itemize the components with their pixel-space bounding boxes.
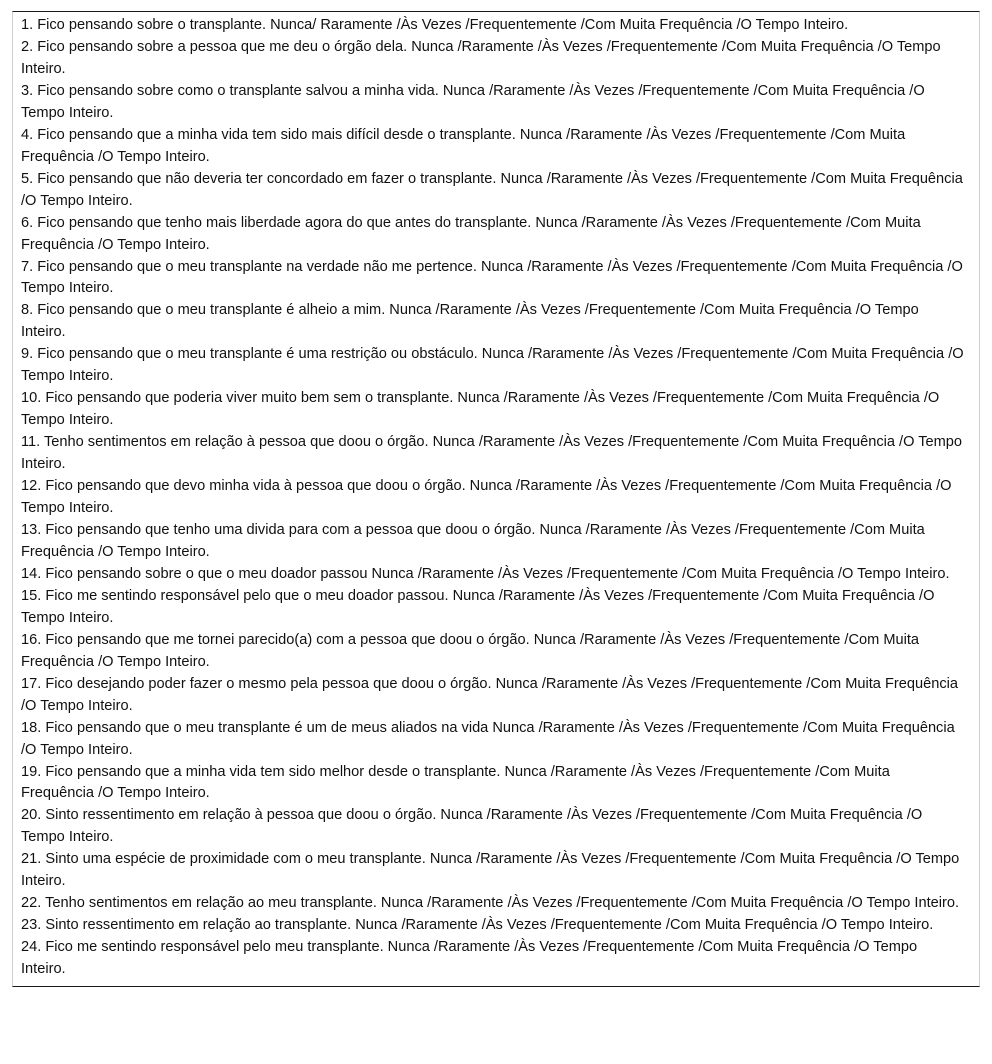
question-item-16: 16. Fico pensando que me tornei parecido(a) com a pessoa que doou o órgão. Nunca /Raramente /Às Vezes /Frequentemente /Com Muita Frequência /O Tempo Inteiro. xyxy=(21,631,920,670)
question-item-4: 4. Fico pensando que a minha vida tem sido mais difícil desde o transplante. Nunca /Raramente /Às Vezes /Frequentemente /Com Muita Frequência /O Tempo Inteiro. xyxy=(21,126,906,165)
question-item-18: 18. Fico pensando que o meu transplante é um de meus aliados na vida Nunca /Raramente /Às Vezes /Frequentemente /Com Muita Frequência /O Tempo Inteiro. xyxy=(21,719,955,758)
question-item-3: 3. Fico pensando sobre como o transplante salvou a minha vida. Nunca /Raramente /Às Vezes /Frequentemente /Com Muita Frequência /O Tempo Inteiro. xyxy=(21,82,925,121)
question-item-15: 15. Fico me sentindo responsável pelo que o meu doador passou. Nunca /Raramente /Às Vezes /Frequentemente /Com Muita Frequência /O Tempo Inteiro. xyxy=(21,587,935,626)
question-item-21: 21. Sinto uma espécie de proximidade com o meu transplante. Nunca /Raramente /Às Vezes /Frequentemente /Com Muita Frequência /O Tempo Inteiro. xyxy=(21,851,960,890)
question-item-1: 1. Fico pensando sobre o transplante. Nunca/ Raramente /Às Vezes /Frequentemente /Com Muita Frequência /O Tempo Inteiro. xyxy=(21,17,849,33)
question-item-17: 17. Fico desejando poder fazer o mesmo pela pessoa que doou o órgão. Nunca /Raramente /Às Vezes /Frequentemente /Com Muita Frequência /O Tempo Inteiro. xyxy=(21,675,958,714)
question-item-13: 13. Fico pensando que tenho uma divida para com a pessoa que doou o órgão. Nunca /Raramente /Às Vezes /Frequentemente /Com Muita Frequência /O Tempo Inteiro. xyxy=(21,521,925,560)
question-item-6: 6. Fico pensando que tenho mais liberdade agora do que antes do transplante. Nunca /Raramente /Às Vezes /Frequentemente /Com Muita Frequência /O Tempo Inteiro. xyxy=(21,214,921,253)
question-item-10: 10. Fico pensando que poderia viver muito bem sem o transplante. Nunca /Raramente /Às Vezes /Frequentemente /Com Muita Frequência /O Tempo Inteiro. xyxy=(21,390,940,429)
question-item-11: 11. Tenho sentimentos em relação à pessoa que doou o órgão. Nunca /Raramente /Às Vezes /Frequentemente /Com Muita Frequência /O Tempo Inteiro. xyxy=(21,434,963,473)
question-item-9: 9. Fico pensando que o meu transplante é uma restrição ou obstáculo. Nunca /Raramente /Às Vezes /Frequentemente /Com Muita Frequência /O Tempo Inteiro. xyxy=(21,346,964,385)
question-item-8: 8. Fico pensando que o meu transplante é alheio a mim. Nunca /Raramente /Às Vezes /Frequentemente /Com Muita Frequência /O Tempo Inteiro. xyxy=(21,302,919,341)
question-item-2: 2. Fico pensando sobre a pessoa que me deu o órgão dela. Nunca /Raramente /Às Vezes /Frequentemente /Com Muita Frequência /O Tempo Inteiro. xyxy=(21,39,941,77)
questionnaire-table xyxy=(12,11,980,987)
question-item-22: 22. Tenho sentimentos em relação ao meu transplante. Nunca /Raramente /Às Vezes /Frequentemente /Com Muita Frequência /O Tempo Inteiro. xyxy=(21,895,960,912)
question-item-14: 14. Fico pensando sobre o que o meu doador passou Nunca /Raramente /Às Vezes /Frequentemente /Com Muita Frequência /O Tempo Inteiro. xyxy=(21,565,950,582)
question-item-23: 23. Sinto ressentimento em relação ao transplante. Nunca /Raramente /Às Vezes /Frequentemente /Com Muita Frequência /O Tempo Inteiro. xyxy=(21,917,934,934)
question-item-19: 19. Fico pensando que a minha vida tem sido melhor desde o transplante. Nunca /Raramente /Às Vezes /Frequentemente /Com Muita Frequência /O Tempo Inteiro. xyxy=(21,763,890,802)
question-item-5: 5. Fico pensando que não deveria ter concordado em fazer o transplante. Nunca /Raramente /Às Vezes /Frequentemente /Com Muita Frequência /O Tempo Inteiro. xyxy=(21,170,963,209)
question-item-7: 7. Fico pensando que o meu transplante na verdade não me pertence. Nunca /Raramente /Às Vezes /Frequentemente /Com Muita Frequência /O Tempo Inteiro. xyxy=(21,258,963,297)
question-item-24: 24. Fico me sentindo responsável pelo meu transplante. Nunca /Raramente /Às Vezes /Frequentemente /Com Muita Frequência /O Tempo Inteiro. xyxy=(21,939,918,978)
question-item-20: 20. Sinto ressentimento em relação à pessoa que doou o órgão. Nunca /Raramente /Às Vezes /Frequentemente /Com Muita Frequência /O Tempo Inteiro. xyxy=(21,807,923,846)
question-item-12: 12. Fico pensando que devo minha vida à pessoa que doou o órgão. Nunca /Raramente /Às Vezes /Frequentemente /Com Muita Frequência /O Tempo Inteiro. xyxy=(21,478,952,516)
